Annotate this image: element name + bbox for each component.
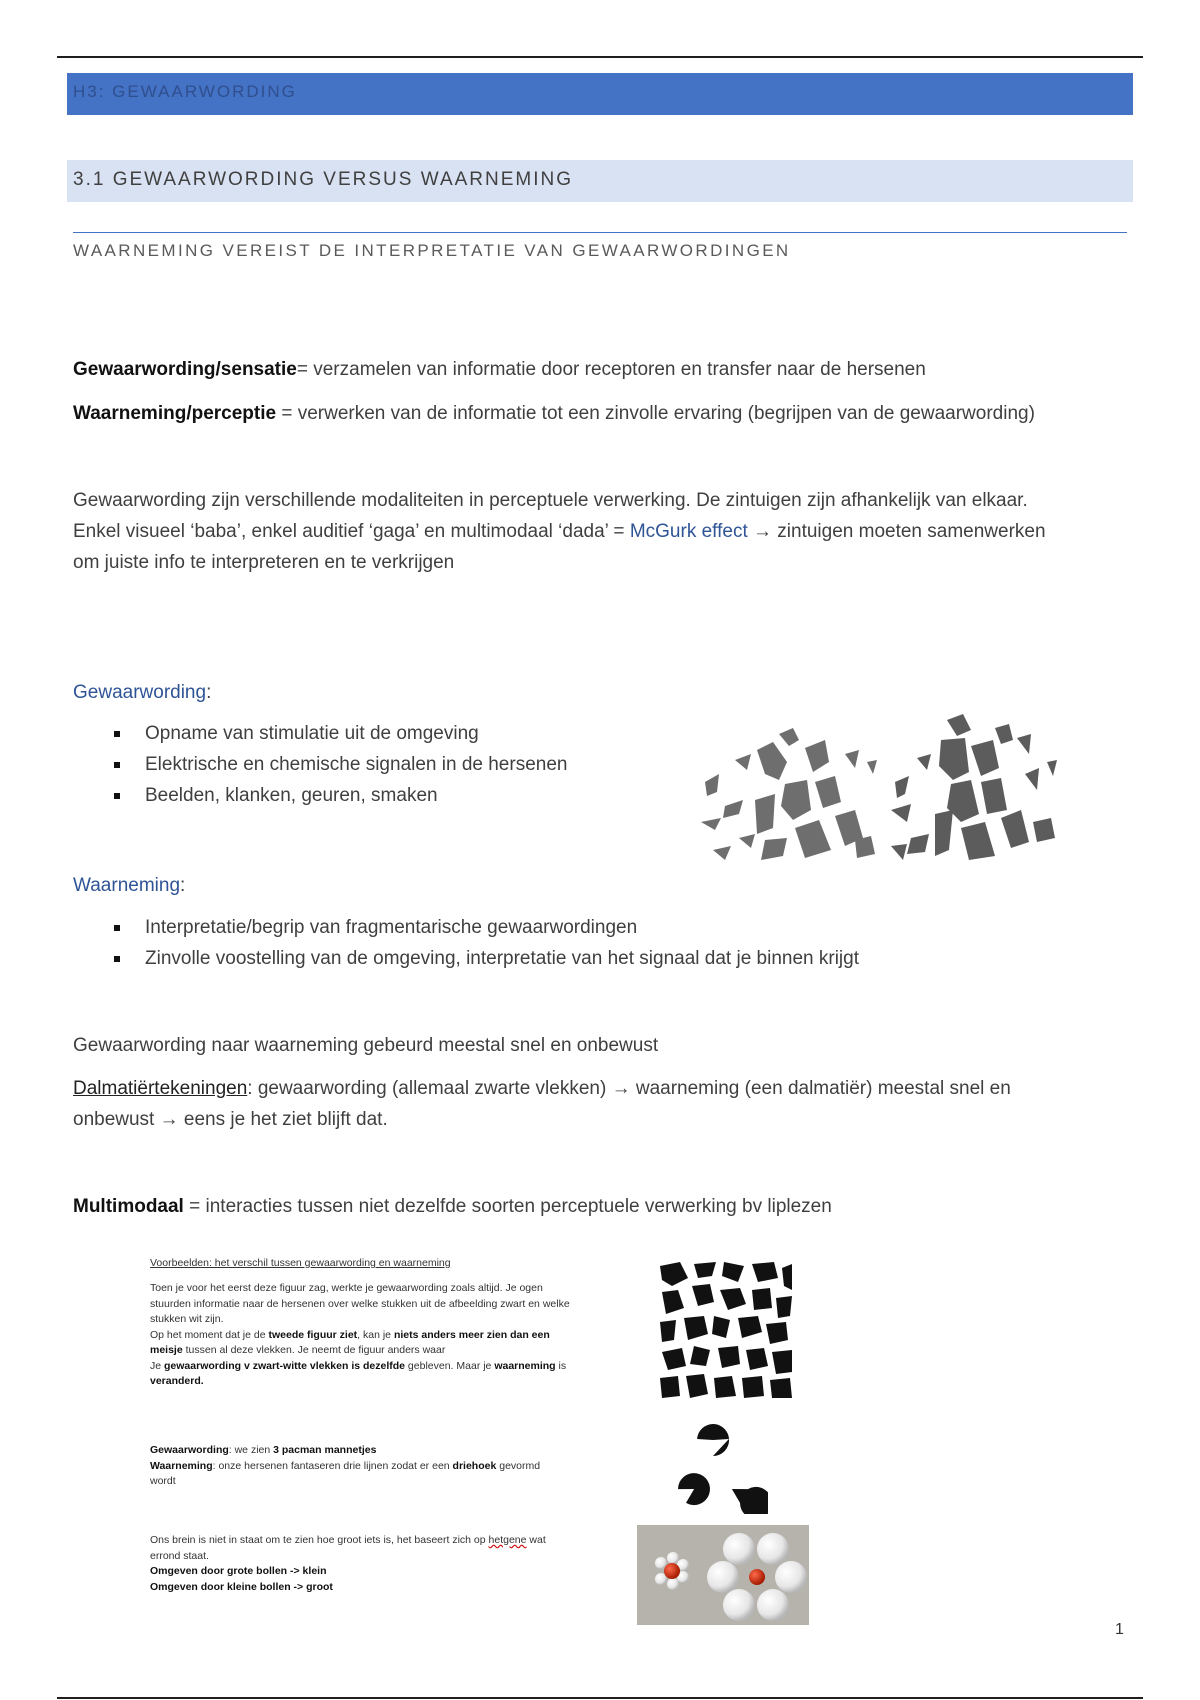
example-2-text: Gewaarwording: we zien 3 pacman mannetjes Waarneming: onze hersenen fantaseren drie lijnen zodat er een driehoek gevormd wordt xyxy=(150,1444,541,1487)
pacman-bottom-right xyxy=(724,1475,768,1514)
perception-term: Waarneming/perceptie xyxy=(73,403,277,424)
intro-line-3: om juiste info te interpreteren en te verkrijgen xyxy=(73,552,455,573)
page-bottom-rule xyxy=(57,1697,1143,1699)
process-statement: Gewaarwording naar waarneming gebeurd meestal snel en onbewust xyxy=(73,1035,659,1056)
intro-paragraph xyxy=(73,485,1153,578)
page-top-rule xyxy=(57,56,1143,58)
dalmatian-term: Dalmatiërtekeningen xyxy=(73,1078,248,1099)
multimodaal-term: Multimodaal xyxy=(73,1196,184,1217)
waarneming-list xyxy=(73,912,1073,974)
mcgurk-effect-term: McGurk effect xyxy=(629,521,748,542)
list-item: Elektrische en chemische signalen in de hersenen xyxy=(73,749,673,780)
list-item: Beelden, klanken, geuren, smaken xyxy=(73,780,673,811)
intro-line-1: Gewaarwording zijn verschillende modaliteiten in perceptuele verwerking. De zintuigen zijn afhankelijk van elkaar. xyxy=(73,490,1028,511)
fragmented-figures-image xyxy=(695,710,1070,865)
dalmatian-paragraph: Dalmatiërtekeningen: gewaarwording (allemaal zwarte vlekken) → waarneming (een dalmatiër) meestal snel en onbewust → eens je het ziet blijft dat. xyxy=(73,1078,1011,1130)
ebbinghaus-illusion-image xyxy=(637,1525,809,1625)
list-item: Opname van stimulatie uit de omgeving xyxy=(73,718,673,749)
kanizsa-triangle-image xyxy=(658,1420,768,1514)
heading-3-rule xyxy=(73,232,1127,233)
gewaarwording-heading: Gewaarwording: xyxy=(73,682,212,703)
sensation-definition: = verzamelen van informatie door receptoren en transfer naar de hersenen xyxy=(296,359,926,380)
perception-definition: = verwerken van de informatie tot een zinvolle ervaring (begrijpen van de gewaarwording) xyxy=(276,403,1035,424)
intro-line-2: Enkel visueel ‘baba’, enkel auditief ‘gaga’ en multimodaal ‘dada’ = McGurk effect → zintuigen moeten samenwerken xyxy=(73,521,1046,542)
heading-2: 3.1 GEWAARWORDING VERSUS WAARNEMING xyxy=(73,169,574,190)
heading-1: H3: GEWAARWORDING xyxy=(73,82,297,101)
list-item: Interpretatie/begrip van fragmentarische gewaarwordingen xyxy=(73,912,1073,943)
page-number: 1 xyxy=(1115,1621,1124,1638)
pacman-top xyxy=(697,1424,729,1456)
list-item: Zinvolle voostelling van de omgeving, interpretatie van het signaal dat je binnen krijgt xyxy=(73,943,1073,974)
sensation-term: Gewaarwording/sensatie xyxy=(73,359,297,380)
example-1-text: Toen je voor het eerst deze figuur zag, werkte je gewaarwording zoals altijd. Je ogen stuurden informatie naar de hersenen over welke stukken uit de afbeelding zwart en welke stukken wit zijn. Op het moment dat je de tweede figuur ziet, kan je niets anders meer zien dan een meisje tussen al deze vlekken. Je neemt de figuur anders waar Je gewaarwording v zwart-witte vlekken is dezelfde gebleven. Maar je waarneming is veranderd. xyxy=(150,1282,570,1387)
heading-3: WAARNEMING VEREIST DE INTERPRETATIE VAN GEWAARWORDINGEN xyxy=(73,241,791,260)
definition-perception xyxy=(73,398,1153,429)
definition-sensation xyxy=(73,354,1133,385)
multimodaal-definition: Multimodaal = interacties tussen niet dezelfde soorten perceptuele verwerking bv liplezen xyxy=(73,1196,832,1217)
examples-title: Voorbeelden: het verschil tussen gewaarwording en waarneming xyxy=(150,1257,451,1269)
example-3-text: Ons brein is niet in staat om te zien hoe groot iets is, het baseert zich op hetgene wat errond staat. Omgeven door grote bollen -> klein Omgeven door kleine bollen -> groot xyxy=(150,1534,546,1593)
hidden-figure-spots-image xyxy=(658,1260,794,1400)
waarneming-heading: Waarneming: xyxy=(73,875,186,896)
pacman-bottom-left xyxy=(674,1467,716,1510)
gewaarwording-list xyxy=(73,718,673,811)
